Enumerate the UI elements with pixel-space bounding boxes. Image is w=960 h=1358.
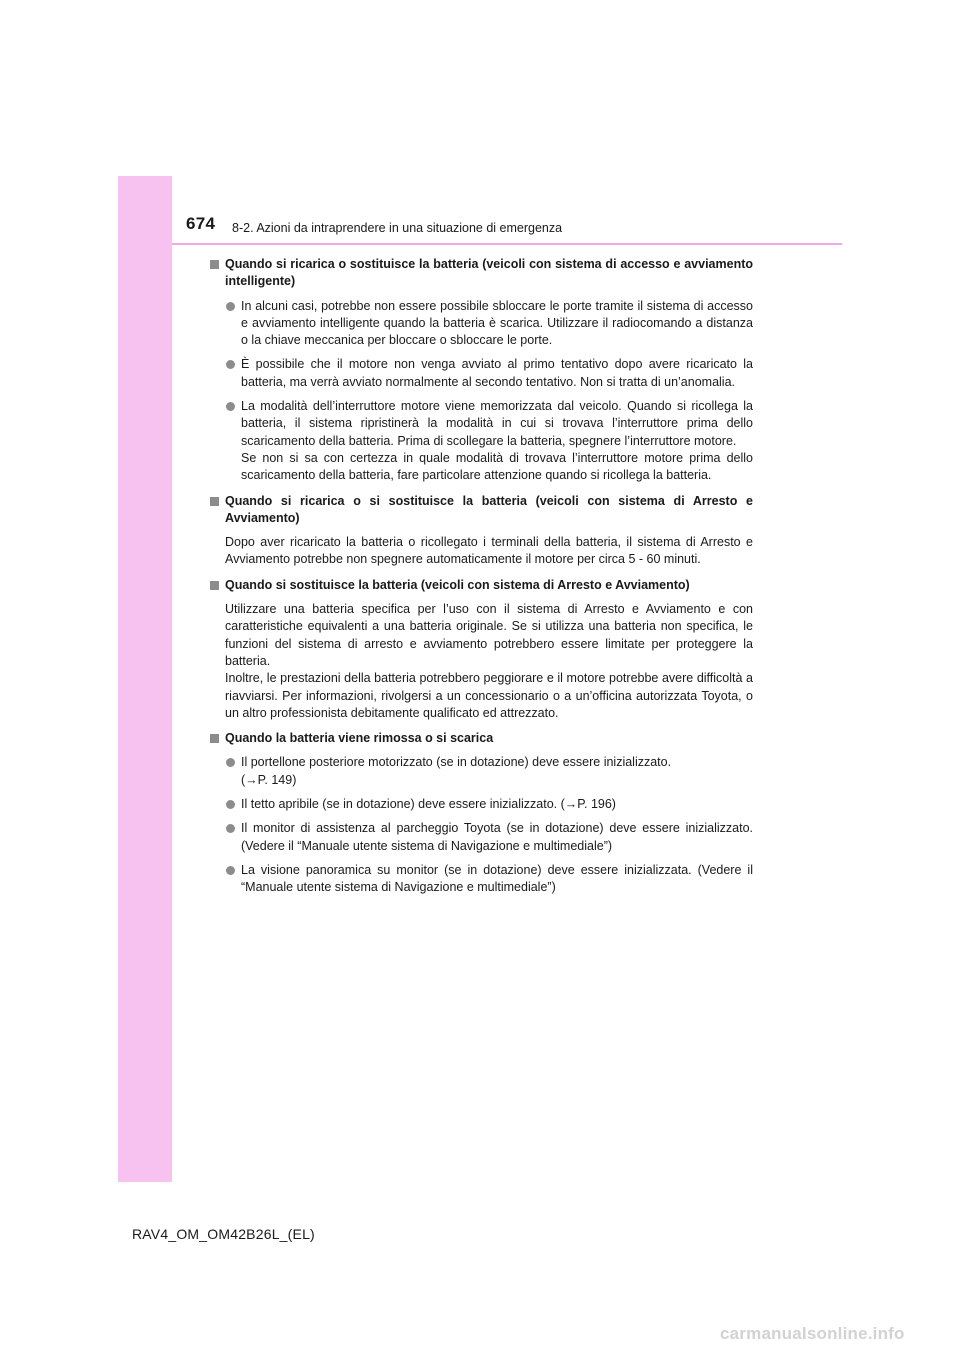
- list-item: [225, 398, 753, 484]
- section-heading: Quando si sostituisce la batteria (veicoli con sistema di Arresto e Avviamento): [225, 577, 690, 592]
- list-item-text: Se non si sa con certezza in quale modalità di trovava l’interruttore motore prima dello scaricamento della batteria, fare particolare attenzione quando si ricollega la batteria.: [241, 450, 753, 483]
- page-number: 674: [186, 214, 216, 233]
- circle-bullet-icon: [226, 402, 235, 411]
- section-heading: Quando si ricarica o sostituisce la batteria (veicoli con sistema di accesso e avviamento intelligente): [225, 257, 753, 289]
- square-bullet-icon: [210, 260, 219, 269]
- section-battery-stop-start-charge: [209, 493, 753, 569]
- section-title: 8-2. Azioni da intraprendere in una situazione di emergenza: [232, 221, 563, 235]
- square-bullet-icon: [210, 497, 219, 506]
- list-item: [225, 820, 753, 855]
- list-item: [225, 754, 753, 789]
- watermark: carmanualsonline.info: [720, 1324, 905, 1343]
- list-item-text: È possibile che il motore non venga avviato al primo tentativo dopo avere ricaricato la batteria, ma verrà avviato normalmente al secondo tentativo. Non si tratta di un’anomalia.: [241, 357, 753, 389]
- list-item-text: La modalità dell’interruttore motore viene memorizzata dal veicolo. Quando si ricollega la batteria, il sistema ripristinerà la modalità in cui si trovava l’interruttore prima dello scaricamento della batteria. Prima di scollegare la batteria, spegnere l’interruttore motore.: [241, 399, 753, 448]
- section-heading: Quando la batteria viene rimossa o si scarica: [225, 731, 494, 746]
- section-heading: Quando si ricarica o si sostituisce la batteria (veicoli con sistema di Arresto e Avviamento): [225, 493, 753, 525]
- list-item-text: Il portellone posteriore motorizzato (se in dotazione) deve essere inizializzato.: [241, 755, 672, 770]
- list-item-text: La visione panoramica su monitor (se in dotazione) deve essere inizializzata. (Vedere il “Manuale utente sistema di Navigazione e multimediale”): [241, 862, 753, 895]
- paragraph-text: Utilizzare una batteria specifica per l’uso con il sistema di Arresto e Avviamento e con caratteristiche equivalenti a una batteria originale. Se si utilizza una batteria non specifica, le funzioni del sistema di arresto e avviamento potrebbero essere limitate per proteggere la batteria.: [225, 602, 753, 668]
- header-rule: [172, 243, 842, 245]
- circle-bullet-icon: [226, 758, 235, 767]
- list-item-text: In alcuni casi, potrebbe non essere possibile sbloccare le porte tramite il sistema di accesso e avviamento intelligente quando la batteria è scarica. Utilizzare il radiocomando a distanza o la chiave meccanica per bloccare o sbloccare le porte.: [241, 298, 753, 348]
- paragraph-text: Inoltre, le prestazioni della batteria potrebbero peggiorare e il motore potrebbe avere difficoltà a riavviarsi. Per informazioni, rivolgersi a un concessionario o a un’officina autorizzata Toyota, o un altro professionista debitamente qualificato ed attrezzato.: [225, 671, 753, 720]
- circle-bullet-icon: [226, 800, 235, 809]
- list-item: [225, 298, 753, 350]
- document-code: RAV4_OM_OM42B26L_(EL): [132, 1226, 315, 1242]
- square-bullet-icon: [210, 734, 219, 743]
- list-item-text: Il monitor di assistenza al parcheggio Toyota (se in dotazione) deve essere inizializzato. (Vedere il “Manuale utente sistema di Navigazione e multimediale”): [241, 821, 753, 853]
- section-battery-removed: [209, 730, 753, 896]
- section-battery-smart-entry: [209, 256, 753, 485]
- circle-bullet-icon: [226, 302, 235, 311]
- list-item-text: Il tetto apribile (se in dotazione) deve essere inizializzato. (→P. 196): [241, 797, 616, 812]
- page-content: [209, 256, 753, 905]
- circle-bullet-icon: [226, 360, 235, 369]
- square-bullet-icon: [210, 581, 219, 590]
- circle-bullet-icon: [226, 866, 235, 875]
- section-battery-stop-start-replace: [209, 577, 753, 722]
- section-paragraph: [225, 601, 753, 722]
- page-reference: (→P. 149): [241, 772, 297, 787]
- circle-bullet-icon: [226, 824, 235, 833]
- section-paragraph: [225, 534, 753, 569]
- list-item: [225, 862, 753, 897]
- list-item: [225, 356, 753, 391]
- list-item: [225, 796, 753, 813]
- paragraph-text: Dopo aver ricaricato la batteria o ricollegato i terminali della batteria, il sistema di Arresto e Avviamento potrebbe non spegnere automaticamente il motore per circa 5 - 60 minuti.: [225, 535, 753, 567]
- side-tab-band: [118, 176, 172, 1182]
